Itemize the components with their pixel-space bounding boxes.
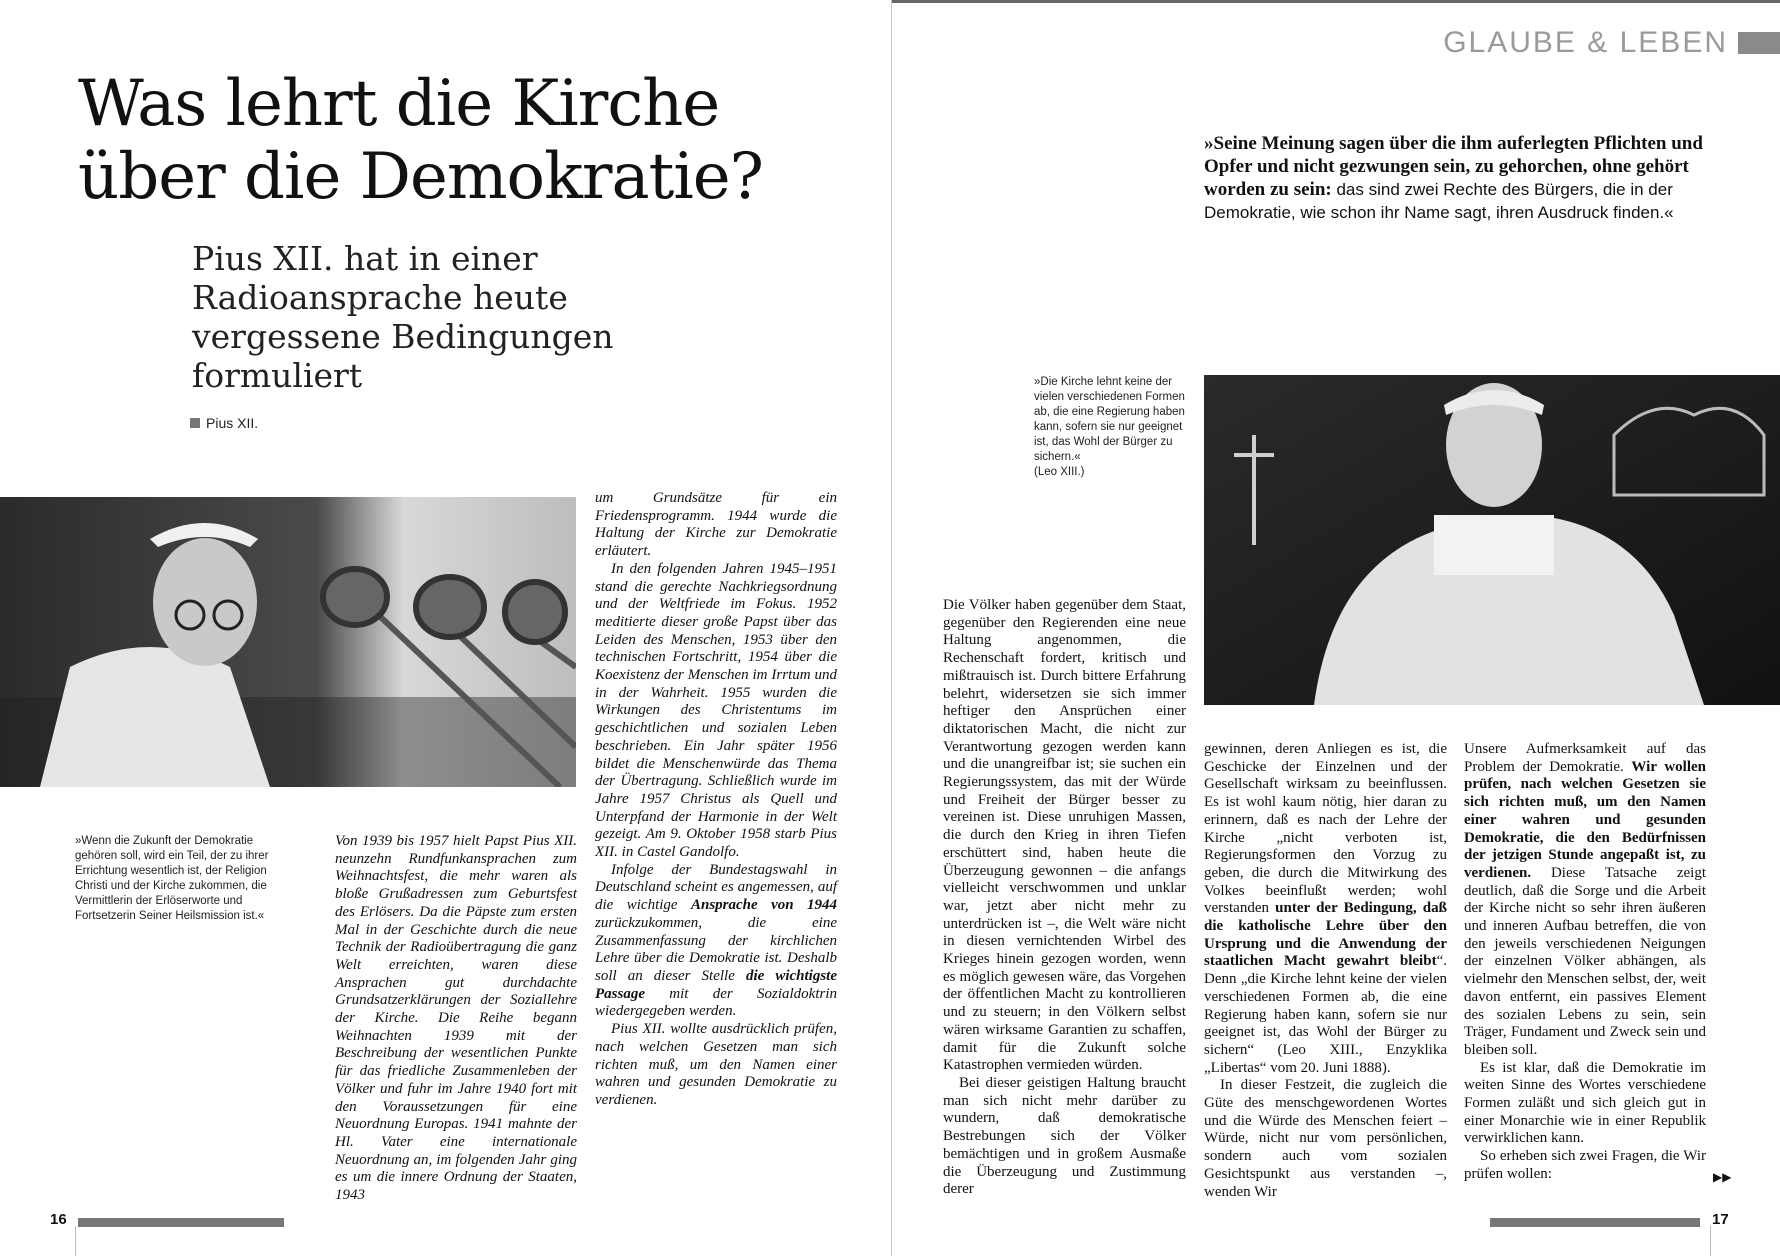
page-number-left: 16 — [50, 1211, 67, 1228]
bold-run: Wir wollen prüfen, nach welchen Gesetzen sie sich richten muß, um den Namen einer wahren und gesunden Demokratie, die den Bedürfnissen der jetzigen Stunde angepaßt ist, zu verdienen. — [1464, 758, 1706, 881]
leo-quote — [1034, 375, 1186, 480]
text-run: Diese Tatsache zeigt deutlich, daß die Sorge und die Arbeit der Kirche nicht so sehr ihren äußeren und inneren Aufbau betreffen, die von den jeweils verschiedenen Neigungen der einzelnen Völker abhängen, als vielmehr den Menschen selbst, der, weit davon entfernt, ein passives Element des sozialen Lebens zu sein, sein Träger, Fundament und Zweck sein und bleiben soll. — [1464, 864, 1706, 1058]
text-run: Infolge der Bundestagswahl in Deutschland scheint es angemessen, auf die wichtige — [595, 861, 837, 914]
section-heading-block — [1738, 32, 1780, 54]
page-bar-left — [78, 1218, 284, 1227]
leo-xiii-photo — [1204, 375, 1780, 705]
right-column-1 — [943, 597, 1186, 1199]
text-run: mit der Sozialdoktrin wiedergegeben werden. — [595, 985, 837, 1020]
section-heading: GLAUBE & LEBEN — [1443, 26, 1728, 59]
left-col2-paragraph-2: In den folgenden Jahren 1945–1951 stand die gerechte Nachkriegsordnung und der Weltfriede im Fokus. 1952 meditierte dieser große Papst über das Leiden des Menschen, 1953 über den technischen Fortschritt, 1954 über die Koexistenz der Menschen im Irrtum und in der Wahrheit. 1955 wurden die Wirkungen des Christentums im geschichtlichen und sozialen Leben beschrieben. Ein Jahr später 1956 bildet die Menschenwürde das Thema der Übertragung. Schließlich wurde im Jahre 1957 Christus als Quell und Unterpfand der Harmonie in der Welt gezeigt. Am 9. Oktober 1958 starb Pius XII. in Castel Gandolfo. — [595, 560, 837, 861]
left-col1-paragraph: Von 1939 bis 1957 hielt Papst Pius XII. neunzehn Rundfunkansprachen zum Weihnachtsfest, die mehr waren als bloße Grußadressen zum Geburtsfest des Erlösers. Da die Päpste zum ersten Mal in der Geschichte durch die neue Technik der Radioübertragung die ganz Welt erreichten, waren diese Ansprachen gut durchdachte Grundsatzerklärungen der Soziallehre der Kirche. Die Reihe begann Weihnachten 1939 mit der Beschreibung der wesentlichen Punkte für das friedliche Zusammenleben der Völker und fuhr im Jahre 1940 fort mit den Voraussetzungen für eine Neuordnung Europas. 1941 mahnte der Hl. Vater eine internationale Neuordnung an, im folgenden Jahr ging es um die innere Ordnung der Staaten, 1943 — [335, 833, 577, 1204]
right-col2-paragraph-1 — [1204, 741, 1447, 1077]
bold-run: unter der Bedingung, daß die katholische Lehre über den Ursprung und die Anwendung der staatlichen Macht gewahrt bleibt — [1204, 900, 1447, 970]
right-col3-paragraph-2: Es ist klar, daß die Demokratie im weiten Sinne des Wortes verschiedene Formen zuläßt und sich gleich gut in einer Monarchie wie in einer Republik verwirklichen kann. — [1464, 1059, 1706, 1147]
pius-xii-photo-graphic — [0, 497, 576, 787]
leo-quote-text: »Die Kirche lehnt keine der vielen verschiedenen Formen ab, die eine Regierung haben kann, sofern sie nur geeignet ist, das Wohl der Bürger zu sichern.« — [1034, 376, 1185, 463]
page-number-right: 17 — [1712, 1211, 1729, 1228]
photo-caption — [190, 415, 258, 431]
article-title: Was lehrt die Kirche über die Demokratie? — [78, 67, 763, 214]
right-column-3 — [1464, 741, 1706, 1184]
continue-arrow-icon: ▶▶ — [1713, 1170, 1732, 1184]
left-col2-paragraph-1: um Grundsätze für ein Friedensprogramm. 1944 wurde die Haltung der Kirche zur Demokratie erläutert. — [595, 490, 837, 560]
right-column-2 — [1204, 741, 1447, 1201]
photo-caption-text: Pius XII. — [206, 415, 259, 431]
right-col1-paragraph-2: Bei dieser geistigen Haltung braucht man sich nicht mehr darüber zu wundern, daß demokratische Bestrebungen sich der Völker bemächtigen und in großem Ausmaße die Überzeugung und Zustimmung derer — [943, 1074, 1186, 1198]
right-col3-paragraph-3: So erheben sich zwei Fragen, die Wir prüfen wollen: — [1464, 1148, 1706, 1182]
text-run: Unsere Aufmerksamkeit auf das Problem der Demokratie. — [1464, 741, 1706, 775]
left-col2-paragraph-3 — [595, 862, 837, 1021]
bold-run: Ansprache von 1944 — [690, 897, 837, 914]
page-gutter — [891, 0, 892, 1256]
page-bar-right — [1490, 1218, 1700, 1227]
article-subtitle: Pius XII. hat in einer Radioansprache heute vergessene Bedingungen formuliert — [192, 239, 614, 395]
pius-quote: »Wenn die Zukunft der Demokratie gehören soll, wird ein Teil, der zu ihrer Errichtung wesentlich ist, der Religion Christi und der Kirche zukommen, die Vermittlerin der Erlöserworte und Fortsetzerin Seiner Heilsmission ist.« — [75, 835, 269, 922]
right-col1-paragraph-1: Die Völker haben gegenüber dem Staat, gegenüber den Regierenden eine neue Haltung angenommen, die Rechenschaft fordert, kritisch und mißtrauisch ist. Durch bittere Erfahrung belehrt, widersetzen sie sich immer heftiger den Ansprüchen einer diktatorischen Macht, die nicht zur Verantwortung gezogen werden kann und die unangreifbar ist; sie suchen ein Regierungssystem, das mit der Würde und Freiheit der Bürger besser zu vereinen ist. Diese unruhigen Massen, die durch den Krieg in ihren Tiefen erschüttert sind, haben heute die Überzeugung gewonnen – die anfangs vielleicht verschwommen und unklar war, jetzt aber nicht mehr zu unterdrücken ist –, die Welt wäre nicht in diesen vernichtenden Wirbel des Krieges hinein gezogen worden, wenn es möglich gewesen wäre, das Vorgehen der öffentlichen Macht zu kontrollieren und zu steuern; in den Völkern selbst wären wirksame Garantien zu schaffen, damit für die Zukunft solche Katastrophen vermieden würden. — [943, 597, 1186, 1074]
text-run: zurückzukommen, die eine Zusammenfassung der kirchlichen Lehre über die Demokratie ist. Deshalb soll an dieser Stelle — [595, 914, 837, 984]
leo-xiii-photo-graphic — [1204, 375, 1780, 705]
bold-run: die wichtigste Passage — [595, 967, 838, 1002]
leo-quote-source: (Leo XIII.) — [1034, 466, 1085, 478]
margin-line-right — [1710, 1226, 1711, 1256]
right-col3-paragraph-1 — [1464, 741, 1706, 1060]
left-col2-paragraph-4: Pius XII. wollte ausdrücklich prüfen, nach welchen Gesetzen man sich richten muß, um den Namen einer wahren und gesunden Demokratie zu verdienen. — [595, 1021, 837, 1108]
text-run: gewinnen, deren Anliegen es ist, die Geschicke der Einzelnen und der Gesellschaft wirksam zu beeinflussen. Es ist wohl kaum nötig, hier daran zu erinnern, daß es nach der Lehre der Kirche „nicht verboten ist, Regierungsformen den Vorzug zu geben, die durch die Mitwirkung des Volkes beeinflußt werden; wohl verstanden — [1204, 741, 1447, 917]
margin-line-left — [75, 1226, 76, 1256]
pull-quote — [1204, 132, 1724, 224]
left-column-1 — [335, 833, 577, 1205]
right-col2-paragraph-2: In dieser Festzeit, die zugleich die Güte des menschgewordenen Wortes und die Würde des Menschen feiert – Würde, nicht nur vom persönlichen, sondern auch vom sozialen Gesichtspunkt aus verstanden –, wenden Wir — [1204, 1077, 1447, 1200]
text-run: “. Denn „die Kirche lehnt keine der vielen verschiedenen Formen ab, die eine Regierung haben kann, sofern sie nur geeignet ist, das Wohl der Bürger zu sichern“ (Leo XIII., Enzyklika „Libertas“ vom 20. Juni 1888). — [1204, 953, 1447, 1076]
left-column-2 — [595, 490, 837, 1110]
pull-quote-bold: »Seine Meinung sagen über die ihm auferlegten Pflichten und Opfer und nicht gezwungen sein, zu gehorchen, ohne gehört worden zu sein: — [1204, 133, 1703, 200]
caption-square-icon — [190, 418, 200, 428]
pull-quote-rest: das sind zwei Rechte des Bürgers, die in der Demokratie, wie schon ihr Name sagt, ihren Ausdruck finden.« — [1204, 180, 1674, 222]
pius-xii-photo — [0, 497, 576, 787]
